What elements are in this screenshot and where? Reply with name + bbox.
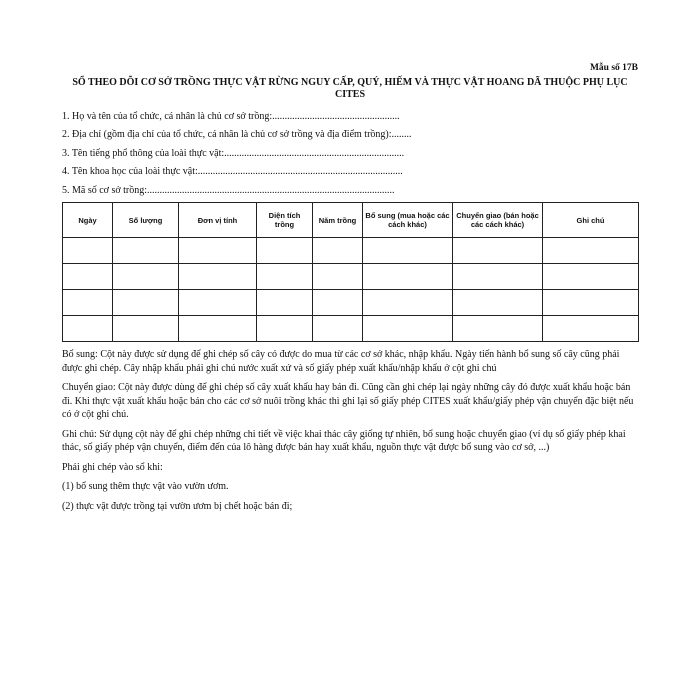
table-cell[interactable]	[63, 238, 113, 264]
table-cell[interactable]	[179, 316, 257, 342]
note-must-record: Phải ghi chép vào sổ khi:	[62, 461, 163, 473]
note-item-2: (2) thực vật được trồng tại vườn ươm bị chết hoặc bán đi;	[62, 500, 293, 512]
table-row	[63, 316, 639, 342]
column-header-year: Năm trồng	[313, 203, 363, 238]
form-number: Mẫu số 17B	[589, 63, 638, 73]
table-cell[interactable]	[453, 238, 543, 264]
table-cell[interactable]	[453, 264, 543, 290]
field-facility-code: 5. Mã số cơ sở trồng:...................................................................................................	[62, 184, 395, 196]
table-row	[63, 264, 639, 290]
table-cell[interactable]	[313, 316, 363, 342]
table-cell[interactable]	[113, 238, 179, 264]
note-addition: Bổ sung: Cột này được sử dụng để ghi chép số cây có được do mua từ các cơ sở khác, nhập khẩu. Ngày tiến hành bổ sung số cây cũng phải được ghi chép. Cây nhập khẩu phải ghi chú nước xuất xứ và số giấy phép xuất khẩu/nhập khẩu ở cột ghi chú	[62, 349, 620, 374]
note-item-1: (1) bổ sung thêm thực vật vào vườn ươm.	[62, 481, 229, 493]
column-header-transfer: Chuyển giao (bán hoặc các cách khác)	[453, 203, 543, 238]
table-cell[interactable]	[313, 290, 363, 316]
field-scientific-name: 4. Tên khoa học của loài thực vật:..................................................................................	[62, 166, 403, 178]
document-page	[62, 62, 638, 519]
table-cell[interactable]	[363, 290, 453, 316]
table-cell[interactable]	[453, 316, 543, 342]
column-header-unit: Đơn vị tính	[179, 203, 257, 238]
table-cell[interactable]	[543, 264, 639, 290]
table-cell[interactable]	[63, 290, 113, 316]
table-cell[interactable]	[453, 290, 543, 316]
table-row	[63, 238, 639, 264]
table-cell[interactable]	[543, 316, 639, 342]
table-cell[interactable]	[179, 238, 257, 264]
table-header-row	[63, 203, 639, 238]
table-cell[interactable]	[363, 238, 453, 264]
field-address: 2. Địa chỉ (gồm địa chỉ của tổ chức, cá nhân là chủ cơ sở trồng và địa điểm trồng):........	[62, 129, 412, 141]
column-header-quantity: Số lượng	[113, 203, 179, 238]
table-cell[interactable]	[257, 316, 313, 342]
column-header-notes: Ghi chú	[543, 203, 639, 238]
table-cell[interactable]	[257, 238, 313, 264]
table-cell[interactable]	[313, 264, 363, 290]
column-header-date: Ngày	[63, 203, 113, 238]
column-header-addition: Bổ sung (mua hoặc các cách khác)	[363, 203, 453, 238]
table-cell[interactable]	[257, 264, 313, 290]
note-transfer: Chuyển giao: Cột này được dùng để ghi chép số cây xuất khẩu hay bán đi. Cũng cần ghi chép lại ngày những cây đó được xuất khẩu hoặc bán đi. Khi thực vật xuất khẩu hoặc bán cho các cơ sở nuôi trồng khác thì ghi lại số giấy phép CITES xuất khẩu/giấy phép vận chuyển đặc biệt nếu có ở cột ghi chú.	[62, 382, 634, 421]
note-remarks: Ghi chú: Sử dụng cột này để ghi chép những chi tiết về việc khai thác cây giống tự nhiên, bổ sung hoặc chuyển giao (ví dụ số giấy phép khai thác, số giấy phép vận chuyển, điểm đến của lô hàng được bán hay xuất khẩu, nguồn thực vật được bổ sung vào cơ sở, ...)	[62, 428, 626, 454]
table-row	[63, 290, 639, 316]
column-header-area: Diện tích trồng	[257, 203, 313, 238]
table-cell[interactable]	[179, 264, 257, 290]
table-cell[interactable]	[363, 264, 453, 290]
table-cell[interactable]	[543, 238, 639, 264]
table-cell[interactable]	[113, 316, 179, 342]
table-cell[interactable]	[313, 238, 363, 264]
table-cell[interactable]	[63, 316, 113, 342]
table-cell[interactable]	[63, 264, 113, 290]
table-cell[interactable]	[363, 316, 453, 342]
table-cell[interactable]	[257, 290, 313, 316]
table-cell[interactable]	[113, 264, 179, 290]
table-cell[interactable]	[179, 290, 257, 316]
field-owner-name: 1. Họ và tên của tổ chức, cá nhân là chủ cơ sở trồng:...................................................	[62, 110, 400, 122]
document-title: SỔ THEO DÕI CƠ SỞ TRỒNG THỰC VẬT RỪNG NGUY CẤP, QUÝ, HIẾM VÀ THỰC VẬT HOANG DÃ THUỘC PHỤ LỤC CITES	[72, 76, 628, 101]
tracking-table	[62, 202, 639, 342]
table-cell[interactable]	[113, 290, 179, 316]
field-common-name: 3. Tên tiếng phổ thông của loài thực vật:........................................................................	[62, 147, 405, 159]
table-cell[interactable]	[543, 290, 639, 316]
